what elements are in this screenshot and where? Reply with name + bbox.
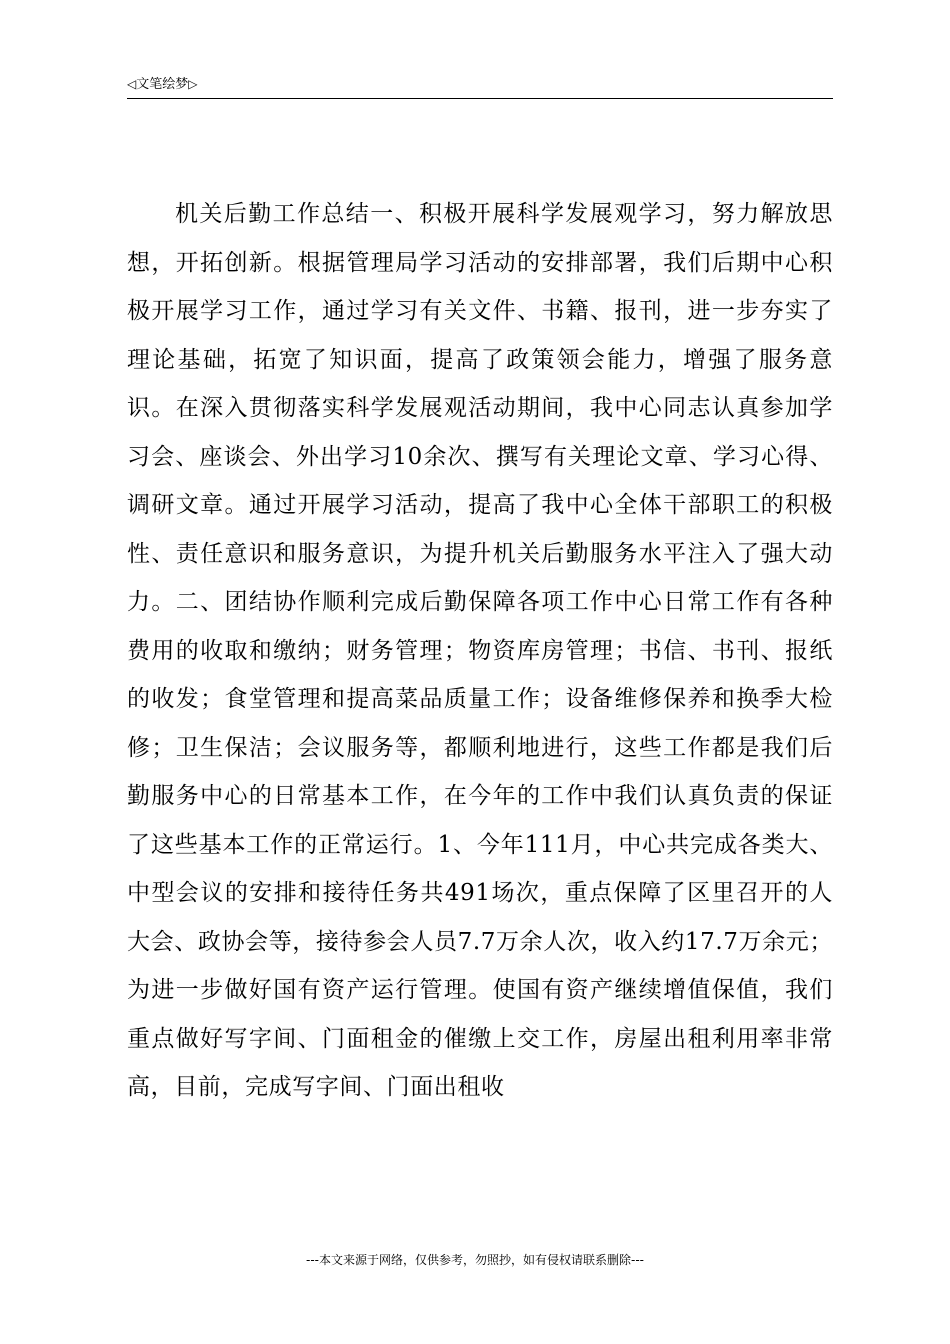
header-brand	[127, 76, 197, 93]
brand-name: 文笔绘梦	[136, 77, 189, 92]
page-header	[127, 74, 833, 99]
left-triangle-icon: ◁	[127, 77, 137, 91]
footer-disclaimer: ---本文来源于网络，仅供参考，勿照抄，如有侵权请联系删除---	[306, 1253, 644, 1267]
document-body: 机关后勤工作总结一、积极开展科学发展观学习，努力解放思想，开拓创新。根据管理局学习活动的安排部署，我们后期中心积极开展学习工作，通过学习有关文件、书籍、报刊，进一步夯实了理论基础，拓宽了知识面，提高了政策领会能力，增强了服务意识。在深入贯彻落实科学发展观活动期间，我中心同志认真参加学习会、座谈会、外出学习10余次、撰写有关理论文章、学习心得、调研文章。通过开展学习活动，提高了我中心全体干部职工的积极性、责任意识和服务意识，为提升机关后勤服务水平注入了强大动力。二、团结协作顺利完成后勤保障各项工作中心日常工作有各种费用的收取和缴纳；财务管理；物资库房管理；书信、书刊、报纸的收发；食堂管理和提高菜品质量工作；设备维修保养和换季大检修；卫生保洁；会议服务等，都顺利地进行，这些工作都是我们后勤服务中心的日常基本工作，在今年的工作中我们认真负责的保证了这些基本工作的正常运行。1、今年111月，中心共完成各类大、中型会议的安排和接待任务共491场次，重点保障了区里召开的人大会、政协会等，接待参会人员7.7万余人次，收入约17.7万余元；为进一步做好国有资产运行管理。使国有资产继续增值保值，我们重点做好写字间、门面租金的催缴上交工作，房屋出租利用率非常高，目前，完成写字间、门面出租收	[127, 201, 833, 1100]
right-triangle-icon: ▷	[188, 77, 198, 91]
